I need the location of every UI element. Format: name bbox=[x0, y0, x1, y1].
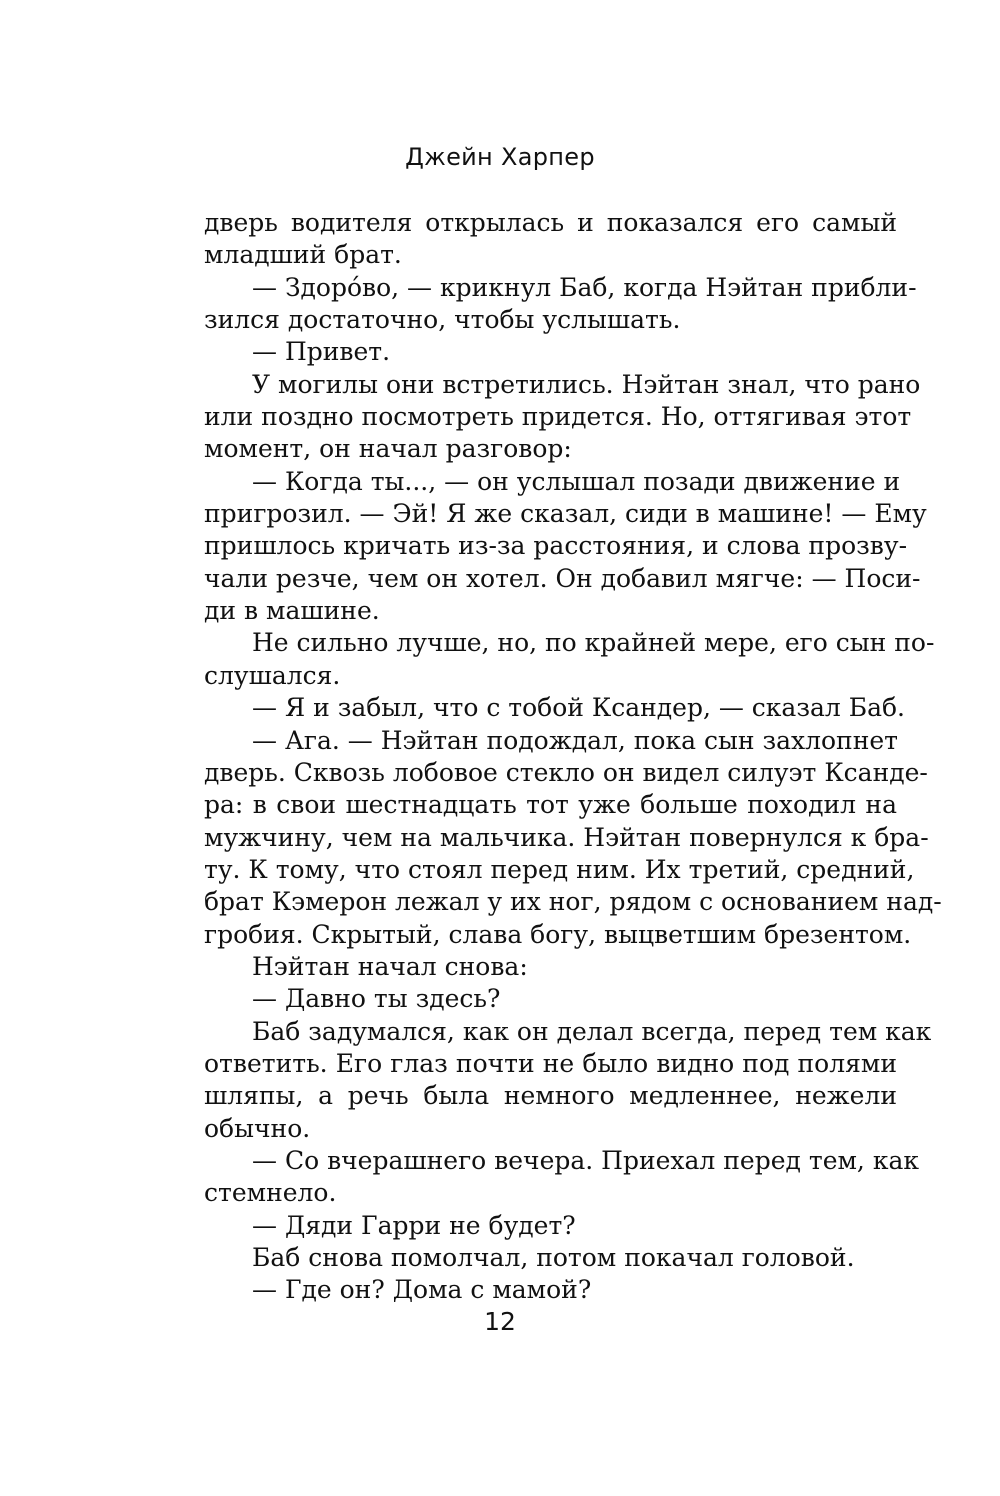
text-line: Нэйтан начал снова: bbox=[252, 951, 528, 981]
text-line: дверь. Сквозь лобовое стекло он видел силуэт Ксанде- bbox=[204, 757, 928, 787]
text-line: ра: в свои шестнадцать тот уже больше походил на bbox=[204, 790, 897, 820]
text-line: зился достаточно, чтобы услышать. bbox=[204, 305, 681, 335]
text-line: — Привет. bbox=[252, 337, 391, 367]
text-line: У могилы они встретились. Нэйтан знал, что рано bbox=[252, 369, 921, 399]
text-line: мужчину, чем на мальчика. Нэйтан повернулся к бра- bbox=[204, 822, 929, 852]
text-line: гробия. Скрытый, слава богу, выцветшим брезентом. bbox=[204, 919, 912, 949]
text-line: дверь водителя открылась и показался его самый bbox=[204, 208, 897, 237]
text-line: — Ага. — Нэйтан подождал, пока сын захлопнет bbox=[252, 725, 898, 755]
text-line: — Когда ты..., — он услышал позади движение и bbox=[252, 466, 901, 496]
text-line: — Я и забыл, что с тобой Ксандер, — сказал Баб. bbox=[252, 693, 905, 723]
text-line: Баб задумался, как он делал всегда, перед тем как bbox=[252, 1016, 932, 1046]
text-line: пригрозил. — Эй! Я же сказал, сиди в машине! — Ему bbox=[204, 499, 927, 529]
text-line: брат Кэмерон лежал у их ног, рядом с основанием над- bbox=[204, 887, 942, 917]
text-line: чали резче, чем он хотел. Он добавил мягче: — Поси- bbox=[204, 563, 921, 593]
text-line: ту. К тому, что стоял перед ним. Их третий, средний, bbox=[204, 854, 915, 884]
text-line: — Давно ты здесь? bbox=[252, 984, 501, 1014]
running-head-title: Джейн Харпер bbox=[405, 143, 595, 171]
text-line: ди в машине. bbox=[204, 596, 380, 626]
text-line: или поздно посмотреть придется. Но, оттягивая этот bbox=[204, 402, 912, 432]
text-line: момент, он начал разговор: bbox=[204, 434, 572, 464]
text-line: младший брат. bbox=[204, 240, 402, 270]
page-number: 12 bbox=[484, 1307, 516, 1336]
text-line: стемнело. bbox=[204, 1178, 337, 1208]
body-text bbox=[204, 207, 942, 1307]
text-line: Не сильно лучше, но, по крайней мере, его сын по- bbox=[252, 628, 935, 658]
text-line: — Дяди Гарри не будет? bbox=[252, 1210, 576, 1240]
text-line: — Со вчерашнего вечера. Приехал перед тем, как bbox=[252, 1145, 919, 1175]
text-line: обычно. bbox=[204, 1113, 311, 1143]
text-line: — Где он? Дома с мамой? bbox=[252, 1275, 592, 1305]
text-line: пришлось кричать из-за расстояния, и слова прозву- bbox=[204, 531, 908, 561]
text-line: — Здоро́во, — крикнул Баб, когда Нэйтан прибли- bbox=[252, 272, 917, 302]
text-line: ответить. Его глаз почти не было видно под полями bbox=[204, 1048, 897, 1078]
text-line: слушался. bbox=[204, 660, 341, 690]
text-line: Баб снова помолчал, потом покачал головой. bbox=[252, 1243, 855, 1272]
text-line: шляпы, а речь была немного медленнее, нежели bbox=[204, 1081, 897, 1111]
